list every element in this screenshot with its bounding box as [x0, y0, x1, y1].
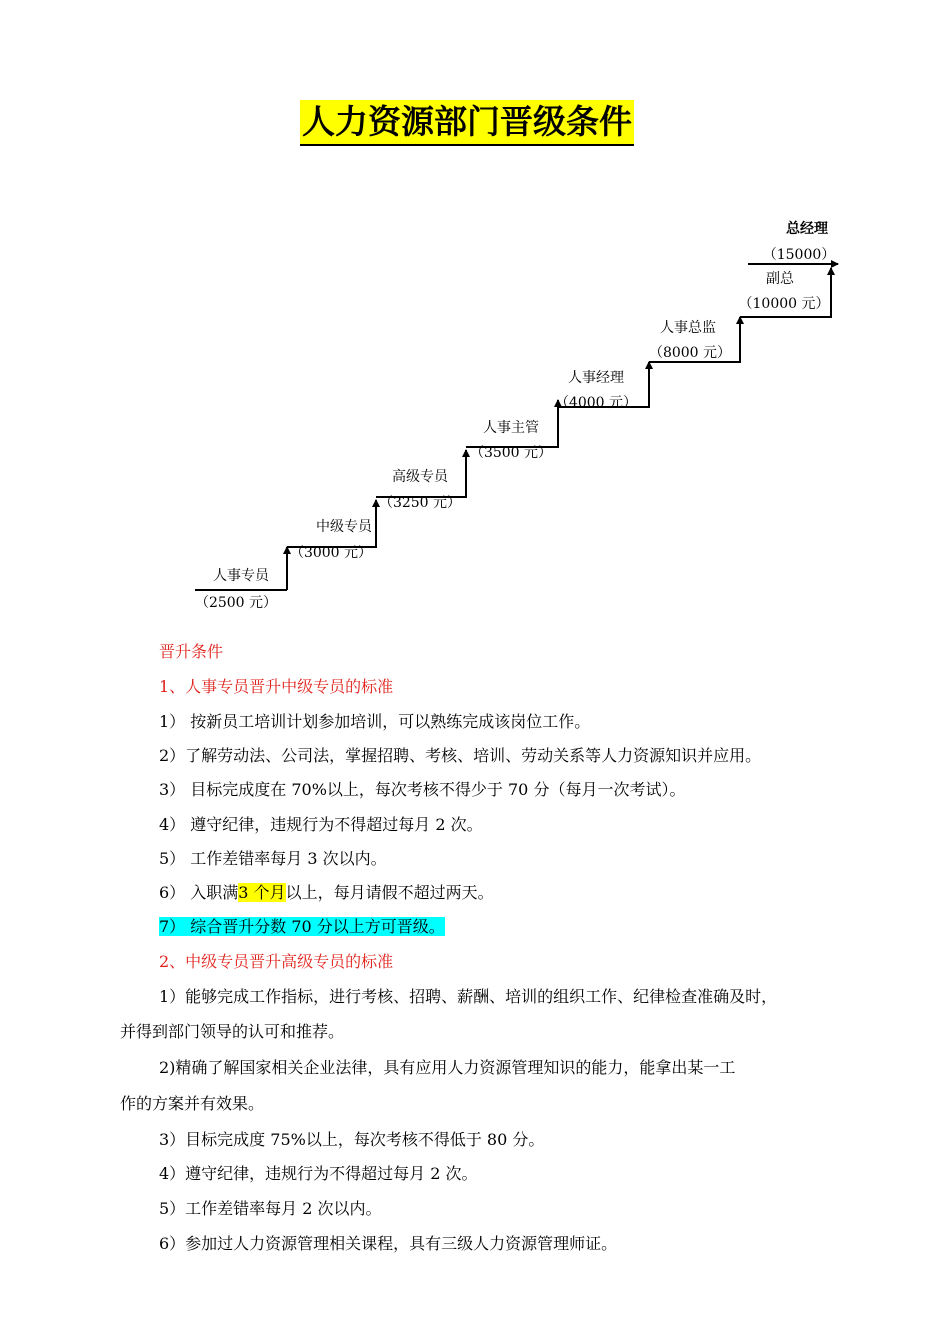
section-1-item-6 [159, 882, 494, 904]
step-8-position: 总经理 [786, 221, 828, 237]
step-8-salary: （15000） [762, 247, 836, 263]
step-2-salary: （3000 元） [289, 545, 373, 561]
section-1-item-7 [159, 916, 445, 938]
section-1-item-5: 5） 工作差错率每月 3 次以内。 [159, 849, 387, 868]
step-4-position: 人事主管 [483, 420, 539, 436]
section-1-item-1: 1） 按新员工培训计划参加培训，可以熟练完成该岗位工作。 [159, 712, 591, 731]
section-1-item-4: 4） 遵守纪律，违规行为不得超过每月 2 次。 [159, 815, 483, 834]
item-6-suffix: 以上，每月请假不超过两天。 [285, 883, 494, 902]
section-2-item-1-line-1: 1）能够完成工作指标，进行考核、招聘、薪酬、培训的组织工作、纪律检查准确及时， [159, 987, 778, 1006]
promotion-ladder [0, 0, 950, 640]
conditions-heading: 晋升条件 [159, 642, 224, 661]
step-4-salary: （3500 元） [469, 445, 553, 461]
item-6-prefix: 6） 入职满 [159, 883, 239, 902]
section-2-item-4: 4）遵守纪律，违规行为不得超过每月 2 次。 [159, 1164, 478, 1183]
item-6-highlight: 3 个月 [238, 883, 286, 902]
step-6-salary: （8000 元） [648, 345, 732, 361]
section-2-item-1-line-2: 并得到部门领导的认可和推荐。 [120, 1022, 345, 1041]
step-3-salary: （3250 元） [378, 495, 462, 511]
step-5-position: 人事经理 [568, 370, 624, 386]
step-1-salary: （2500 元） [194, 595, 278, 611]
step-1-position: 人事专员 [213, 568, 269, 584]
section-2-item-3: 3）目标完成度 75%以上，每次考核不得低于 80 分。 [159, 1130, 545, 1149]
item-7-highlight: 7） 综合晋升分数 70 分以上方可晋级。 [159, 917, 445, 936]
step-3-position: 高级专员 [392, 469, 448, 485]
section-2-title: 2、中级专员晋升高级专员的标准 [159, 952, 394, 971]
step-7-salary: （10000 元） [738, 296, 830, 312]
section-1-item-3: 3） 目标完成度在 70%以上，每次考核不得少于 70 分（每月一次考试）。 [159, 780, 686, 799]
step-2-position: 中级专员 [316, 519, 372, 535]
page-title: 人力资源部门晋级条件 [300, 100, 634, 146]
step-6-position: 人事总监 [660, 320, 716, 336]
section-2-item-6: 6）参加过人力资源管理相关课程，具有三级人力资源管理师证。 [159, 1234, 618, 1253]
section-2-item-5: 5）工作差错率每月 2 次以内。 [159, 1199, 382, 1218]
section-2-item-2-line-1: 2)精确了解国家相关企业法律，具有应用人力资源管理知识的能力，能拿出某一工 [159, 1058, 736, 1077]
section-2-item-2-line-2: 作的方案并有效果。 [120, 1094, 265, 1113]
step-7-position: 副总 [766, 271, 794, 287]
step-5-salary: （4000 元） [554, 395, 638, 411]
section-1-item-2: 2）了解劳动法、公司法，掌握招聘、考核、培训、劳动关系等人力资源知识并应用。 [159, 746, 762, 765]
section-1-title: 1、人事专员晋升中级专员的标准 [159, 677, 394, 696]
